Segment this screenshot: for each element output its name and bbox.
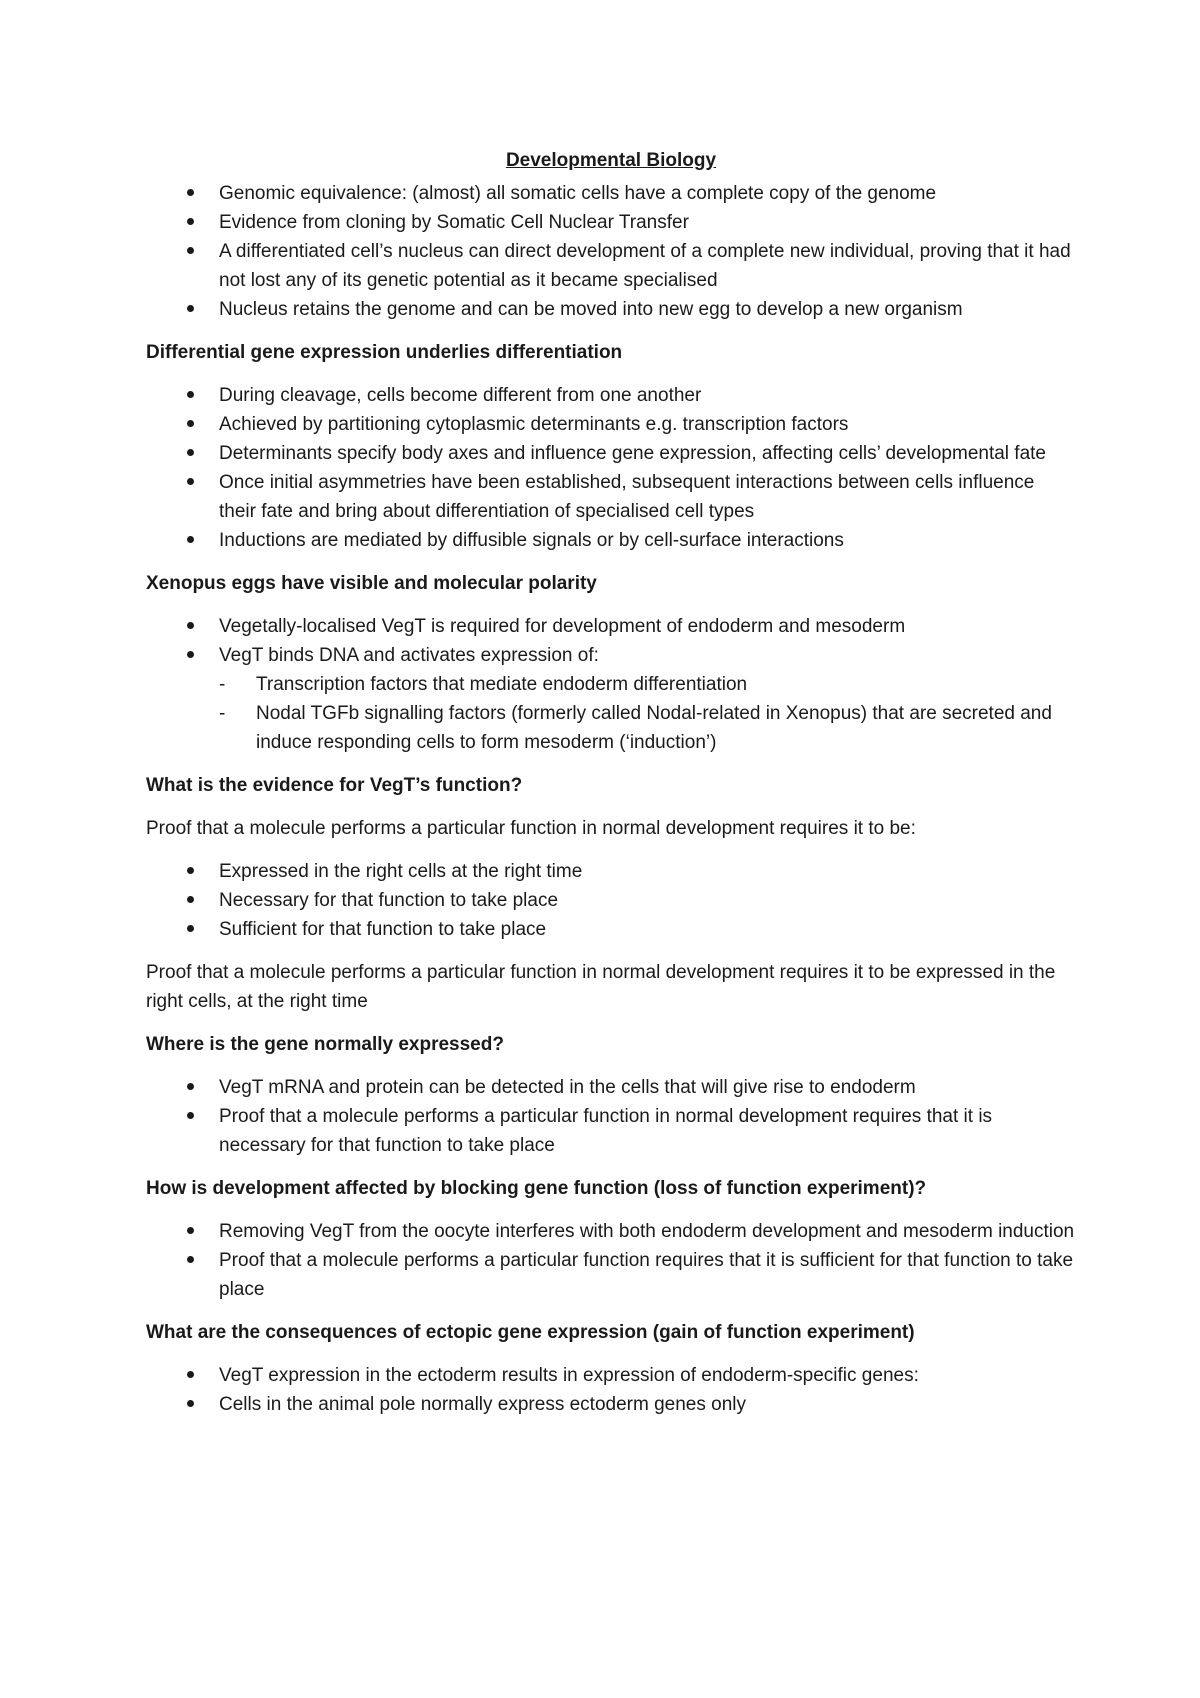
bullet-icon (187, 1227, 194, 1234)
list-item (146, 439, 1076, 468)
list-item-text: Expressed in the right cells at the right time (219, 861, 583, 882)
list-item (146, 1246, 1076, 1304)
list-item-text: Proof that a molecule performs a particular function in normal development requires that it is necessary for that function to take place (219, 1106, 993, 1156)
list-item (146, 381, 1076, 410)
bullet-icon (187, 896, 194, 903)
proof-criteria-bullet-list (146, 857, 1076, 944)
bullet-icon (187, 1083, 194, 1090)
list-item-text: Necessary for that function to take place (219, 890, 559, 911)
list-item (146, 857, 1076, 886)
list-item-text: A differentiated cell’s nucleus can direct development of a complete new individual, proving that it had not lost any of its genetic potential as it became specialised (219, 241, 1071, 291)
gene-expression-bullet-list (146, 1073, 1076, 1160)
bullet-icon (187, 1371, 194, 1378)
list-item-text: Cells in the animal pole normally express ectoderm genes only (219, 1394, 746, 1415)
list-item-text: Determinants specify body axes and influence gene expression, affecting cells’ developmental fate (219, 443, 1046, 464)
list-item (146, 612, 1076, 641)
list-item-text: Once initial asymmetries have been established, subsequent interactions between cells influence their fate and bring about differentiation of specialised cell types (219, 472, 1035, 522)
vegt-targets-sublist (146, 670, 1076, 757)
list-item (146, 1073, 1076, 1102)
list-item (146, 641, 1076, 670)
list-item (146, 179, 1076, 208)
sub-list-item-text: Transcription factors that mediate endoderm differentiation (256, 674, 748, 695)
list-item (146, 468, 1076, 526)
list-item-text: Vegetally-localised VegT is required for development of endoderm and mesoderm (219, 616, 906, 637)
bullet-icon (187, 1112, 194, 1119)
section-heading-gene-expression: Where is the gene normally expressed? (146, 1034, 504, 1055)
list-item (146, 295, 1076, 324)
bullet-icon (187, 478, 194, 485)
list-item (146, 1361, 1076, 1390)
list-item-text: Removing VegT from the oocyte interferes with both endoderm development and mesoderm induction (219, 1221, 1075, 1242)
section-heading-gain-of-function: What are the consequences of ectopic gene expression (gain of function experiment) (146, 1322, 915, 1343)
list-item (146, 1217, 1076, 1246)
list-item-text: VegT binds DNA and activates expression of: (219, 645, 599, 666)
bullet-icon (187, 218, 194, 225)
bullet-icon (187, 1256, 194, 1263)
differential-expression-bullet-list (146, 381, 1076, 555)
list-item (146, 1390, 1076, 1419)
bullet-icon (187, 867, 194, 874)
sub-list-item (146, 670, 1076, 699)
list-item (146, 237, 1076, 295)
list-item-text: VegT expression in the ectoderm results in expression of endoderm-specific genes: (219, 1365, 919, 1386)
document-title: Developmental Biology (505, 150, 717, 171)
section-heading-xenopus-polarity: Xenopus eggs have visible and molecular polarity (146, 573, 597, 594)
bullet-icon (187, 651, 194, 658)
bullet-icon (187, 925, 194, 932)
list-item (146, 886, 1076, 915)
list-item (146, 915, 1076, 944)
list-item-text: During cleavage, cells become different from one another (219, 385, 702, 406)
list-item-text: VegT mRNA and protein can be detected in the cells that will give rise to endoderm (219, 1077, 916, 1098)
list-item (146, 526, 1076, 555)
list-item-text: Evidence from cloning by Somatic Cell Nuclear Transfer (219, 212, 689, 233)
paragraph-proof-requirements: Proof that a molecule performs a particular function in normal development requires it to be: (146, 818, 916, 839)
dash-marker: - (219, 674, 226, 695)
bullet-icon (187, 247, 194, 254)
list-item-text: Nucleus retains the genome and can be moved into new egg to develop a new organism (219, 299, 963, 320)
section-heading-vegt-evidence: What is the evidence for VegT’s function? (146, 775, 523, 796)
paragraph-proof-expression: Proof that a molecule performs a particular function in normal development requires it to be expressed in the right cells, at the right time (146, 962, 1056, 1012)
list-item-text: Genomic equivalence: (almost) all somatic cells have a complete copy of the genome (219, 183, 937, 204)
xenopus-polarity-bullet-list (146, 612, 1076, 670)
bullet-icon (187, 420, 194, 427)
bullet-icon (187, 536, 194, 543)
loss-of-function-bullet-list (146, 1217, 1076, 1304)
dash-marker: - (219, 703, 226, 724)
list-item-text: Proof that a molecule performs a particular function requires that it is sufficient for that function to take place (219, 1250, 1074, 1300)
list-item (146, 208, 1076, 237)
bullet-icon (187, 189, 194, 196)
list-item-text: Inductions are mediated by diffusible signals or by cell-surface interactions (219, 530, 844, 551)
bullet-icon (187, 391, 194, 398)
list-item-text: Sufficient for that function to take place (219, 919, 547, 940)
document-content (146, 146, 1076, 1419)
list-item (146, 410, 1076, 439)
section-heading-differential-expression: Differential gene expression underlies differentiation (146, 342, 623, 363)
bullet-icon (187, 305, 194, 312)
sub-list-item (146, 699, 1076, 757)
intro-bullet-list (146, 179, 1076, 324)
bullet-icon (187, 449, 194, 456)
list-item-text: Achieved by partitioning cytoplasmic determinants e.g. transcription factors (219, 414, 849, 435)
sub-list-item-text: Nodal TGFb signalling factors (formerly called Nodal-related in Xenopus) that are secreted and induce responding cells to form mesoderm (‘induction’) (256, 703, 1052, 753)
bullet-icon (187, 1400, 194, 1407)
list-item (146, 1102, 1076, 1160)
gain-of-function-bullet-list (146, 1361, 1076, 1419)
bullet-icon (187, 622, 194, 629)
section-heading-loss-of-function: How is development affected by blocking gene function (loss of function experiment)? (146, 1178, 927, 1199)
